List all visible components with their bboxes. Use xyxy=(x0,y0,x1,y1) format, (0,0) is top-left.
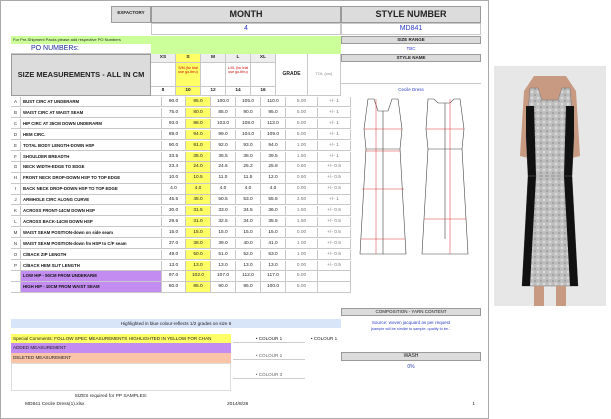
special-comments-bar[interactable] xyxy=(11,334,231,343)
size-xs-header: XS xyxy=(151,54,176,63)
cell-size-xl[interactable]: 36.0 xyxy=(261,206,286,216)
size-l-header: L xyxy=(226,54,251,63)
cell-tolerance[interactable]: +/- 0.5 xyxy=(318,184,351,194)
table-row xyxy=(11,173,341,183)
cell-size-m[interactable]: 85.0 xyxy=(211,108,236,118)
cell-size-s[interactable]: 31.0 xyxy=(186,217,211,227)
row-id: O xyxy=(11,250,21,260)
cell-size-xs[interactable]: 90.0 xyxy=(161,97,186,107)
dress-sketch-front-back xyxy=(346,89,481,269)
row-id: L xyxy=(11,217,21,227)
table-row xyxy=(11,141,341,151)
po-numbers-input[interactable] xyxy=(151,44,341,54)
cell-size-xs[interactable]: 80.0 xyxy=(161,282,186,292)
cell-size-m[interactable]: 100.0 xyxy=(211,97,236,107)
row-id: J xyxy=(11,195,21,205)
wash-label: WASH xyxy=(403,353,419,359)
cell-size-s[interactable]: 98.0 xyxy=(186,119,211,129)
cell-size-xs[interactable]: 90.0 xyxy=(161,141,186,151)
cell-size-l[interactable]: 53.0 xyxy=(236,195,261,205)
composition-source-sub: (sample will be similar to sample, quality to be... xyxy=(370,327,452,331)
composition-source: Source: woven jacquard as per request xyxy=(371,320,451,325)
cell-tolerance[interactable]: +/- 1 xyxy=(318,195,351,205)
l-trial-note: L/XL (for trial use go-thru) xyxy=(226,63,251,87)
cell-size-s[interactable]: 31.5 xyxy=(186,206,211,216)
cell-grade[interactable]: 0.00 xyxy=(286,228,318,238)
row-measurement-name: WAIST CIRC AT WAIST SEAM xyxy=(21,108,161,118)
cell-size-m[interactable]: 51.0 xyxy=(211,250,236,260)
style-number-value: MD841 xyxy=(399,25,423,32)
cell-size-s[interactable]: 80.0 xyxy=(186,108,211,118)
cell-size-s[interactable]: 102.0 xyxy=(186,271,211,281)
cell-size-xl[interactable]: 4.0 xyxy=(261,184,286,194)
row-id xyxy=(11,282,21,292)
footer-filename-cell xyxy=(25,401,145,409)
composition-source-sub-cell xyxy=(341,326,481,332)
cell-size-s[interactable]: 24.0 xyxy=(186,162,211,172)
table-row xyxy=(11,228,341,238)
table-row xyxy=(11,184,341,194)
colour1-cell-b[interactable] xyxy=(307,334,341,343)
size-xs-number: 8 xyxy=(151,87,176,96)
xs-note-cell xyxy=(151,63,176,87)
blue-highlight-note: Highlighted in blue colour-reflects 1/2 grades on size 6 xyxy=(120,321,232,326)
size-range-value-cell[interactable] xyxy=(341,44,481,53)
cell-grade[interactable]: 5.00 xyxy=(286,130,318,140)
row-id: D xyxy=(11,130,21,140)
cell-grade[interactable]: 1.00 xyxy=(286,250,318,260)
colour1-label-b: • COLOUR 1 xyxy=(310,336,338,341)
cell-grade[interactable]: 0.50 xyxy=(286,173,318,183)
wash-value-cell[interactable] xyxy=(341,363,481,372)
row-id: N xyxy=(11,239,21,249)
cell-size-s[interactable]: 48.0 xyxy=(186,195,211,205)
row-id: I xyxy=(11,184,21,194)
cell-size-s[interactable]: 15.0 xyxy=(186,228,211,238)
cell-size-s[interactable]: 38.0 xyxy=(186,239,211,249)
cell-tolerance[interactable] xyxy=(318,282,351,292)
size-l-number: 14 xyxy=(226,87,251,96)
tol-header: TOL (cm) xyxy=(308,54,341,96)
month-value: 4 xyxy=(244,25,248,32)
cell-size-xl[interactable]: 117.0 xyxy=(261,271,286,281)
cell-size-xs[interactable]: 13.0 xyxy=(161,261,186,271)
footer-page-cell xyxy=(455,401,475,409)
cell-size-xs[interactable]: 45.5 xyxy=(161,195,186,205)
size-m-number: 12 xyxy=(201,87,226,96)
row-id: F xyxy=(11,152,21,162)
row-measurement-name: ACROSS BACK-14CM DOWN HSP xyxy=(21,217,161,227)
footer-filename: MD841 Cecile Dress(1).xlsx xyxy=(25,402,85,407)
size-xl-number: 16 xyxy=(251,87,276,96)
cell-size-l[interactable]: 52.0 xyxy=(236,250,261,260)
comments-blank-area[interactable] xyxy=(11,363,231,391)
cell-size-xs[interactable]: 30.0 xyxy=(161,206,186,216)
added-measurement: ADDED MEASUREMENT xyxy=(13,345,67,350)
cell-tolerance[interactable]: +/- 1 xyxy=(318,97,351,107)
month-value-cell[interactable] xyxy=(151,23,341,35)
cell-size-xl[interactable]: 95.0 xyxy=(261,108,286,118)
cell-tolerance[interactable]: +/- 0.5 xyxy=(318,217,351,227)
cell-size-m[interactable]: 36.5 xyxy=(211,152,236,162)
table-row xyxy=(11,195,341,205)
cell-size-xs[interactable]: 10.0 xyxy=(161,173,186,183)
dress-photo xyxy=(494,66,606,306)
colour1-label-a: • COLOUR 1 xyxy=(255,336,283,341)
cell-size-xs[interactable]: 97.0 xyxy=(161,271,186,281)
cell-size-l[interactable]: 34.0 xyxy=(236,217,261,227)
s-trial-note: S/M (for trial use go-thru) xyxy=(176,63,201,87)
cell-size-l[interactable]: 25.2 xyxy=(236,162,261,172)
cell-grade[interactable]: 2.50 xyxy=(286,195,318,205)
table-row xyxy=(11,217,341,227)
row-measurement-name: TOTAL BODY LENGTH-DOWN HSP xyxy=(21,141,161,151)
table-row xyxy=(11,97,341,107)
row-measurement-name: ACROSS FRONT-14CM DOWN HSP xyxy=(21,206,161,216)
wash-value: 0% xyxy=(407,364,415,370)
row-measurement-name: HEM CIRC. xyxy=(21,130,161,140)
cell-size-l[interactable]: 13.0 xyxy=(236,261,261,271)
cell-tolerance[interactable]: +/- 1 xyxy=(318,108,351,118)
cell-size-xs[interactable]: 89.0 xyxy=(161,130,186,140)
cell-size-xs[interactable]: 15.0 xyxy=(161,228,186,238)
cell-grade[interactable]: 5.00 xyxy=(286,108,318,118)
cell-size-l[interactable]: 90.0 xyxy=(236,108,261,118)
cell-size-xs[interactable]: 93.0 xyxy=(161,119,186,129)
cell-size-s[interactable]: 13.0 xyxy=(186,261,211,271)
style-name-header xyxy=(341,54,481,62)
cell-tolerance[interactable]: +/- 1 xyxy=(318,141,351,151)
table-row xyxy=(11,162,341,172)
row-id: K xyxy=(11,206,21,216)
row-measurement-name: BACK NECK DROP-DOWN HSP TO TOP EDGE xyxy=(21,184,161,194)
cell-size-l[interactable]: 93.0 xyxy=(236,141,261,151)
size-range-label: SIZE RANGE xyxy=(397,37,425,42)
pre-shipment-note: For Pre-Shipment Packs please add respective PO Numbers xyxy=(13,37,121,42)
cell-grade[interactable]: 0.60 xyxy=(286,162,318,172)
cell-size-xs[interactable]: 37.0 xyxy=(161,239,186,249)
size-header-grid xyxy=(151,54,341,96)
cell-size-l[interactable]: 95.0 xyxy=(236,282,261,292)
cell-size-l[interactable]: 104.0 xyxy=(236,130,261,140)
size-s-number: 10 xyxy=(176,87,201,96)
colour3-label: • COLOUR 3 xyxy=(255,372,283,377)
row-measurement-name: FRONT NECK DROP-DOWN HSP TO TOP EDGE xyxy=(21,173,161,183)
cell-size-xl[interactable]: 39.5 xyxy=(261,152,286,162)
cell-size-xl[interactable]: 109.0 xyxy=(261,130,286,140)
special-comments: Special Comments: FOLLOW SPEC MEASUREMENTS HIGHLIGHTED IN YELLOW FOR CHAN xyxy=(13,336,212,341)
style-name-label: STYLE NAME xyxy=(396,55,426,60)
style-name-value-cell[interactable] xyxy=(341,62,481,92)
size-s-header: S xyxy=(176,54,201,63)
cell-grade[interactable]: 5.00 xyxy=(286,282,318,292)
cell-tolerance[interactable]: +/- 0.5 xyxy=(318,206,351,216)
cell-size-s[interactable]: 35.0 xyxy=(186,152,211,162)
table-row xyxy=(11,250,341,260)
cell-size-xl[interactable]: 100.0 xyxy=(261,282,286,292)
cell-size-xl[interactable]: 113.0 xyxy=(261,119,286,129)
colour3-cell[interactable] xyxy=(233,370,305,379)
table-row xyxy=(11,261,341,271)
cell-size-s[interactable]: 50.0 xyxy=(186,250,211,260)
cell-tolerance[interactable]: +/- 0.5 xyxy=(318,261,351,271)
cell-size-s[interactable]: 4.0 xyxy=(186,184,211,194)
colour1-cell-a[interactable] xyxy=(233,334,305,343)
row-id: M xyxy=(11,228,21,238)
sizes-required-cell xyxy=(41,393,181,401)
row-id: A xyxy=(11,97,21,107)
colour2-label: • COLOUR 2 xyxy=(255,353,283,358)
cell-grade[interactable]: 0.00 xyxy=(286,261,318,271)
cell-size-l[interactable]: 105.0 xyxy=(236,97,261,107)
cell-size-l[interactable]: 34.5 xyxy=(236,206,261,216)
cell-size-m[interactable]: 99.0 xyxy=(211,130,236,140)
cell-size-l[interactable]: 112.0 xyxy=(236,271,261,281)
month-label: MONTH xyxy=(229,9,263,19)
cell-tolerance[interactable]: +/- 0.5 xyxy=(318,239,351,249)
cell-grade[interactable]: 0.00 xyxy=(286,184,318,194)
row-id: P xyxy=(11,261,21,271)
table-row xyxy=(11,206,341,216)
cell-grade[interactable]: 1.50 xyxy=(286,152,318,162)
pre-shipment-band xyxy=(11,36,341,44)
exfactory-label: EXFACTORY xyxy=(117,10,145,15)
cell-size-l[interactable]: 4.0 xyxy=(236,184,261,194)
sizes-required: SIZES required for PP SAMPLES: xyxy=(74,394,148,399)
cell-size-xl[interactable]: 55.5 xyxy=(261,195,286,205)
row-measurement-name: C/BACK ZIP LENGTH xyxy=(21,250,161,260)
row-measurement-name: WAIST SEAM POSITION-down fm HSP to C/F seam xyxy=(21,239,161,249)
size-measurements-title: SIZE MEASUREMENTS - ALL IN CM xyxy=(17,70,145,79)
row-measurement-name: ARMHOLE CIRC ALONG CURVE xyxy=(21,195,161,205)
cell-tolerance[interactable]: +/- 0.5 xyxy=(318,173,351,183)
cell-size-l[interactable]: 38.0 xyxy=(236,152,261,162)
cell-size-xl[interactable]: 15.0 xyxy=(261,228,286,238)
table-row xyxy=(11,152,341,162)
cell-tolerance[interactable]: +/- 1 xyxy=(318,130,351,140)
size-m-header: M xyxy=(201,54,226,63)
table-row xyxy=(11,239,341,249)
row-measurement-name: C/BACK HEM SLIT LENGTH xyxy=(21,261,161,271)
cell-size-xs[interactable]: 75.0 xyxy=(161,108,186,118)
composition-label: COMPOSITION - YARN CONTENT xyxy=(375,309,447,314)
cell-grade[interactable]: 1.50 xyxy=(286,206,318,216)
cell-size-xs[interactable]: 33.5 xyxy=(161,152,186,162)
cell-grade[interactable]: 5.00 xyxy=(286,271,318,281)
cell-size-m[interactable]: 103.0 xyxy=(211,119,236,129)
size-xl-header: XL xyxy=(251,54,276,63)
cell-tolerance[interactable]: +/- 1 xyxy=(318,119,351,129)
po-numbers-cell xyxy=(11,44,151,54)
row-id xyxy=(11,271,21,281)
cell-size-m[interactable]: 32.5 xyxy=(211,217,236,227)
row-id: E xyxy=(11,141,21,151)
cell-grade[interactable]: 1.00 xyxy=(286,239,318,249)
blue-highlight-note-bar xyxy=(11,319,341,328)
cell-size-s[interactable]: 91.0 xyxy=(186,141,211,151)
cell-size-m[interactable]: 50.5 xyxy=(211,195,236,205)
cell-size-xl[interactable]: 110.0 xyxy=(261,97,286,107)
style-number-label: STYLE NUMBER xyxy=(375,9,447,19)
cell-size-xl[interactable]: 53.0 xyxy=(261,250,286,260)
row-id: G xyxy=(11,162,21,172)
cell-size-xs[interactable]: 23.4 xyxy=(161,162,186,172)
cell-size-l[interactable]: 108.0 xyxy=(236,119,261,129)
cell-size-m[interactable]: 90.0 xyxy=(211,282,236,292)
cell-size-m[interactable]: 15.0 xyxy=(211,228,236,238)
row-measurement-name: NECK WIDTH-EDGE TO EDGE xyxy=(21,162,161,172)
style-name-value: Cecile Dress xyxy=(398,87,424,92)
table-row xyxy=(11,108,341,118)
row-id: C xyxy=(11,119,21,129)
cell-grade[interactable]: 5.00 xyxy=(286,119,318,129)
cell-size-s[interactable]: 10.5 xyxy=(186,173,211,183)
cell-size-m[interactable]: 4.0 xyxy=(211,184,236,194)
cell-tolerance[interactable]: +/- 0.5 xyxy=(318,162,351,172)
cell-size-xs[interactable]: 4.0 xyxy=(161,184,186,194)
row-id: H xyxy=(11,173,21,183)
row-measurement-name: WAIST SEAM POSITION-down on side seam xyxy=(21,228,161,238)
size-range-value: TBC xyxy=(406,46,416,51)
added-measurement-bar xyxy=(11,343,231,353)
cell-grade[interactable]: 1.50 xyxy=(286,217,318,227)
cell-size-xl[interactable]: 25.8 xyxy=(261,162,286,172)
cell-size-l[interactable]: 40.0 xyxy=(236,239,261,249)
cell-size-xl[interactable]: 13.0 xyxy=(261,261,286,271)
row-id: B xyxy=(11,108,21,118)
size-range-header xyxy=(341,36,481,44)
grade-header: GRADE xyxy=(276,54,308,96)
wash-header xyxy=(341,352,481,361)
table-row xyxy=(11,119,341,129)
row-measurement-name: SHOULDER BREADTH xyxy=(21,152,161,162)
row-measurement-name: HIP CIRC AT 35CM DOWN UNDERARM xyxy=(21,119,161,129)
xl-note-cell xyxy=(251,63,276,87)
footer-page: 1 xyxy=(472,402,475,407)
table-row xyxy=(11,130,341,140)
cell-size-m[interactable]: 33.0 xyxy=(211,206,236,216)
cell-tolerance[interactable] xyxy=(318,271,351,281)
cell-size-m[interactable]: 13.0 xyxy=(211,261,236,271)
cell-size-l[interactable]: 15.0 xyxy=(236,228,261,238)
composition-header xyxy=(341,308,481,316)
cell-size-xl[interactable]: 12.0 xyxy=(261,173,286,183)
exfactory-label-cell xyxy=(111,6,151,23)
cell-size-s[interactable]: 85.0 xyxy=(186,282,211,292)
footer-date: 2014/8/26 xyxy=(227,402,249,407)
cell-size-l[interactable]: 11.5 xyxy=(236,173,261,183)
cell-size-xl[interactable]: 94.0 xyxy=(261,141,286,151)
cell-size-xs[interactable]: 49.0 xyxy=(161,250,186,260)
cell-tolerance[interactable]: +/- 0.5 xyxy=(318,228,351,238)
deleted-measurement-bar xyxy=(11,353,231,363)
row-measurement-name: HIGH HIP - 10CM FROM WAIST SEAM xyxy=(21,282,161,292)
cell-tolerance[interactable]: +/- 0.5 xyxy=(318,250,351,260)
month-header xyxy=(151,6,341,23)
cell-size-s[interactable]: 95.0 xyxy=(186,97,211,107)
m-note-cell xyxy=(201,63,226,87)
colour2-cell[interactable] xyxy=(233,351,305,360)
cell-size-xl[interactable]: 35.5 xyxy=(261,217,286,227)
cell-grade[interactable]: 1.00 xyxy=(286,141,318,151)
style-number-header xyxy=(341,6,481,23)
cell-size-m[interactable]: 24.6 xyxy=(211,162,236,172)
cell-grade[interactable]: 5.00 xyxy=(286,97,318,107)
cell-size-m[interactable]: 107.0 xyxy=(211,271,236,281)
footer-date-cell xyxy=(227,401,277,409)
table-row xyxy=(11,271,341,281)
row-measurement-name: LOW HIP - 50CM FROM UNDERARM xyxy=(21,271,161,281)
cell-size-xs[interactable]: 29.5 xyxy=(161,217,186,227)
cell-size-m[interactable]: 92.0 xyxy=(211,141,236,151)
table-row xyxy=(11,282,341,292)
po-numbers-label: PO NUMBERs: xyxy=(31,45,79,52)
size-measurements-title-cell xyxy=(11,54,151,96)
cell-size-xl[interactable]: 41.0 xyxy=(261,239,286,249)
deleted-measurement: DELETED MEASUREMENT xyxy=(13,355,72,360)
cell-size-m[interactable]: 11.0 xyxy=(211,173,236,183)
row-measurement-name: BUST CIRC AT UNDERARM xyxy=(21,97,161,107)
style-number-value-cell[interactable] xyxy=(341,23,481,35)
cell-tolerance[interactable]: +/- 1 xyxy=(318,152,351,162)
cell-size-m[interactable]: 39.0 xyxy=(211,239,236,249)
cell-size-s[interactable]: 94.0 xyxy=(186,130,211,140)
